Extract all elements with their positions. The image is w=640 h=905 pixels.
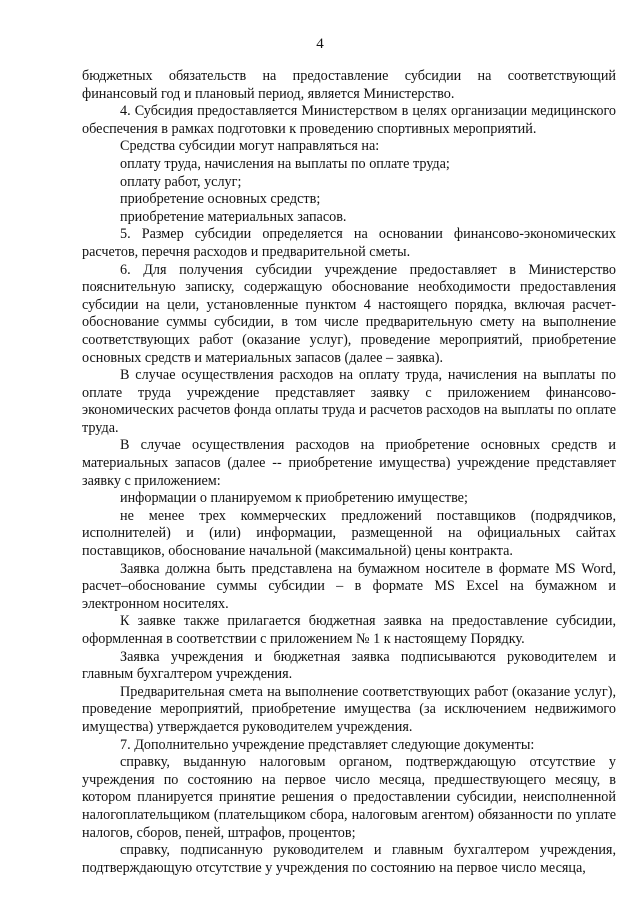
- list-item-materials: приобретение материальных запасов.: [120, 208, 347, 225]
- page-number: 4: [316, 36, 324, 52]
- paragraph-application-format: Заявка должна быть представлена на бумажном носителе в формате MS Word, расчет–обоснование суммы субсидии – в формате MS Excel на бумажном и электронном носителях.: [82, 560, 616, 612]
- paragraph-subsidy-uses-intro: Средства субсидии могут направляться на:: [120, 138, 380, 155]
- paragraph-item-4: 4. Субсидия предоставляется Министерством в целях организации медицинского обеспечения в рамках подготовки к проведению спортивных мероприятий.: [82, 103, 616, 137]
- paragraph-item-5: 5. Размер субсидии определяется на основании финансово-экономических расчетов, перечня расходов и предварительной сметы.: [82, 226, 616, 260]
- list-item-tax-certificate: справку, выданную налоговым органом, подтверждающую отсутствие у учреждения по состоянию на первое число месяца, предшествующего месяцу, в котором планируется принятие решения о предоставлении субсидии, неисполненной налогоплательщиком (плательщиком сбора, налоговым агентом) обязанности по уплате налогов, сборов, пеней, штрафов, процентов;: [82, 754, 616, 841]
- list-item-works-services: оплату работ, услуг;: [120, 173, 242, 190]
- paragraph-item-7: 7. Дополнительно учреждение представляет следующие документы:: [120, 736, 535, 753]
- list-item-fixed-assets: приобретение основных средств;: [120, 191, 321, 208]
- list-item-commercial-offers: не менее трех коммерческих предложений поставщиков (подрядчиков, исполнителей) и (или) информации, размещенной на официальных сайтах поставщиков, обоснование начальной (максимальной) цены контракта.: [82, 507, 616, 560]
- paragraph-budget-application: К заявке также прилагается бюджетная заявка на предоставление субсидии, оформленная в соответствии с приложением № 1 к настоящему Порядку.: [82, 613, 616, 647]
- list-item-labor: оплату труда, начисления на выплаты по оплате труда;: [120, 155, 450, 172]
- list-item-property-info: информации о планируемом к приобретению имуществе;: [120, 490, 468, 507]
- paragraph-property-expenses: В случае осуществления расходов на приобретение основных средств и материальных запасов (далее -- приобретение имущества) учреждение представляет заявку с приложением:: [82, 437, 616, 489]
- paragraph-signatures: Заявка учреждения и бюджетная заявка подписываются руководителем и главным бухгалтером учреждения.: [82, 648, 616, 683]
- paragraph-preliminary-estimate: Предварительная смета на выполнение соответствующих работ (оказание услуг), проведение мероприятий, приобретение имущества (за исключением недвижимого имущества) утверждается руководителем учреждения.: [82, 683, 616, 735]
- list-item-signed-certificate: справку, подписанную руководителем и главным бухгалтером учреждения, подтверждающую отсутствие у учреждения по состоянию на первое число месяца,: [82, 842, 616, 876]
- document-body: [82, 68, 616, 877]
- paragraph-continuation: бюджетных обязательств на предоставление субсидии на соответствующий финансовый год и плановый период, является Министерство.: [82, 68, 616, 102]
- paragraph-labor-expenses: В случае осуществления расходов на оплату труда, начисления на выплаты по оплате труда учреждение представляет заявку с приложением финансово-экономических расчетов фонда оплаты труда и расчетов расходов на выплаты по оплате труда.: [82, 367, 616, 436]
- paragraph-item-6: 6. Для получения субсидии учреждение предоставляет в Министерство пояснительную записку, содержащую обоснование необходимости предоставления субсидии на цели, установленные пунктом 4 настоящего порядка, включая расчет-обоснование суммы субсидии, в том числе предварительную смету на выполнение соответствующих работ (оказание услуг), проведение мероприятий, приобретение основных средств и материальных запасов (далее – заявка).: [82, 261, 616, 366]
